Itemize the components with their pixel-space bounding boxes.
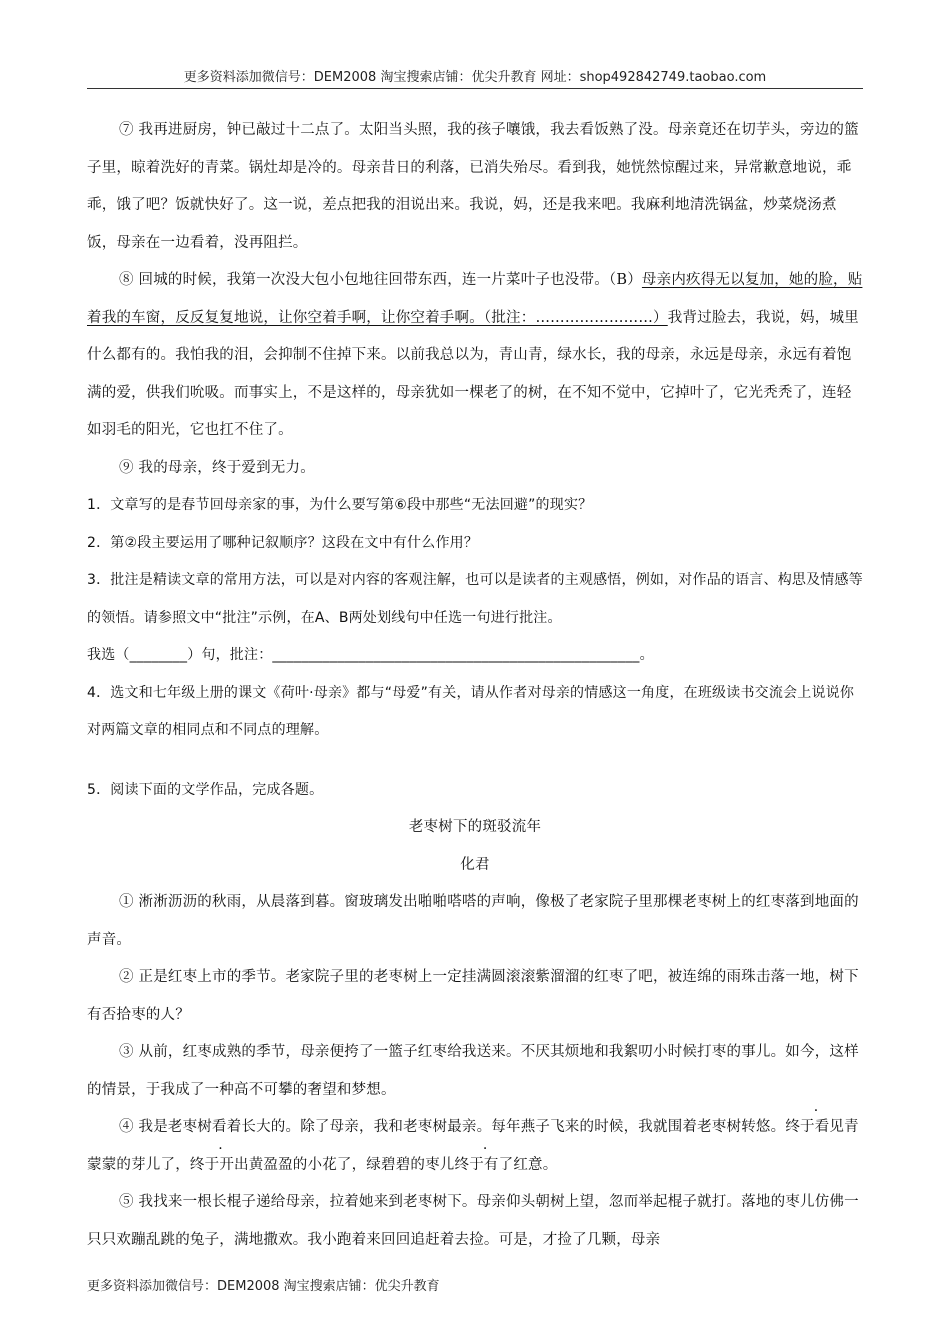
spacer — [87, 750, 863, 772]
emphasis-dotted-1: 终于 — [785, 1119, 815, 1135]
header-divider — [87, 88, 863, 89]
paragraph-9: ⑨ 我的母亲，终于爱到无力。 — [119, 459, 315, 476]
underlined-sentence-b: 母亲内疚得无以复加，她的脸，贴着我的车窗，反反复复地说，让你空着手啊，让你空着手啊。（批注：……………………） — [87, 272, 863, 326]
question-2: 2．第②段主要运用了哪种记叙顺序？这段在文中有什么作用？ — [87, 534, 479, 551]
p4-text-d: 有了红意。 — [483, 1156, 558, 1173]
emphasis-dotted-3: 终于 — [454, 1156, 484, 1173]
question-1: 1．文章写的是春节回母亲家的事，为什么要写第⑥段中那些“无法回避”的现实？ — [87, 497, 593, 513]
story-paragraph-4 — [87, 1109, 863, 1184]
p4-text-a: ④ 我是老枣树看着长大的。除了母亲，我和老枣树最亲。每年燕子飞来的时候，我就围着老枣树转悠。 — [119, 1119, 786, 1135]
question-5: 5．阅读下面的文学作品，完成各题。 — [87, 781, 324, 798]
story-paragraph-3: ③ 从前，红枣成熟的季节，母亲便挎了一篮子红枣给我送来。不厌其烦地和我絮叨小时候打枣的事儿。如今，这样的情景，于我成了一种高不可攀的奢望和梦想。 — [87, 1044, 859, 1098]
paragraph-8-rest: 我背过脸去，我说，妈，城里什么都有的。我怕我的泪，会抑制不住掉下来。以前我总以为，青山青，绿水长，我的母亲，永远是母亲，永远有着饱满的爱，供我们吮吸。而事实上，不是这样的，母亲犹如一棵老了的树，在不知不觉中，它掉叶了，它光秃秃了，连轻如羽毛的阳光，它也扛不住了。 — [87, 309, 859, 438]
page-header: 更多资料添加微信号：DEM2008 淘宝搜索店铺：优尖升教育 网址：shop492842749.taobao.com — [183, 70, 767, 85]
story-title: 老枣树下的斑驳流年 — [408, 819, 542, 835]
question-3-answer-line[interactable]: 我选（________）句，批注：___________________________________________________。 — [87, 647, 654, 663]
emphasis-dotted-2: 终于 — [189, 1156, 220, 1173]
question-3: 3．批注是精读文章的常用方法，可以是对内容的客观注解，也可以是读者的主观感悟，例如，对作品的语言、构思及情感等的领悟。请参照文中“批注”示例，在A、B两处划线句中任选一句进行批注。 — [87, 572, 863, 626]
p4-text-c: 开出黄盈盈的小花了，绿碧碧的枣儿 — [219, 1156, 455, 1173]
paragraph-8-intro: ⑧ 回城的时候，我第一次没大包小包地往回带东西，连一片菜叶子也没带。（B） — [119, 272, 642, 288]
paragraph-7: ⑦ 我再进厨房，钟已敲过十二点了。太阳当头照，我的孩子嚷饿，我去看饭熟了没。母亲竟还在切芋头，旁边的篮子里，晾着洗好的青菜。锅灶却是冷的。母亲昔日的利落，已消失殆尽。看到我，她恍然惊醒过来，异常歉意地说，乖乖，饿了吧？饭就快好了。这一说，差点把我的泪说出来。我说，妈，还是我来吧。我麻利地清洗锅盆，炒菜烧汤煮饭，母亲在一边看着，没再阻拦。 — [87, 122, 859, 251]
story-author: 化君 — [460, 856, 490, 873]
document-body — [87, 112, 863, 1259]
paragraph-8 — [87, 262, 863, 450]
story-paragraph-1: ① 淅淅沥沥的秋雨，从晨落到暮。窗玻璃发出啪啪嗒嗒的声响，像极了老家院子里那棵老枣树上的红枣落到地面的声音。 — [87, 894, 859, 948]
question-4: 4．选文和七年级上册的课文《荷叶·母亲》都与“母爱”有关，请从作者对母亲的情感这一角度，在班级读书交流会上说说你对两篇文章的相同点和不同点的理解。 — [87, 684, 855, 738]
p4-text-b: 看见青蒙蒙的芽儿了， — [87, 1119, 859, 1173]
story-paragraph-2: ② 正是红枣上市的季节。老家院子里的老枣树上一定挂满圆滚滚紫溜溜的红枣了吧，被连绵的雨珠击落一地，树下有否拾枣的人？ — [87, 969, 859, 1023]
page-footer: 更多资料添加微信号：DEM2008 淘宝搜索店铺：优尖升教育 — [87, 1279, 440, 1294]
story-paragraph-5: ⑤ 我找来一根长棍子递给母亲，拉着她来到老枣树下。母亲仰头朝树上望，忽而举起棍子就打。落地的枣儿仿佛一只只欢蹦乱跳的兔子，满地撒欢。我小跑着来回回追赶着去捡。可是，才捡了几颗，母亲 — [87, 1194, 859, 1248]
